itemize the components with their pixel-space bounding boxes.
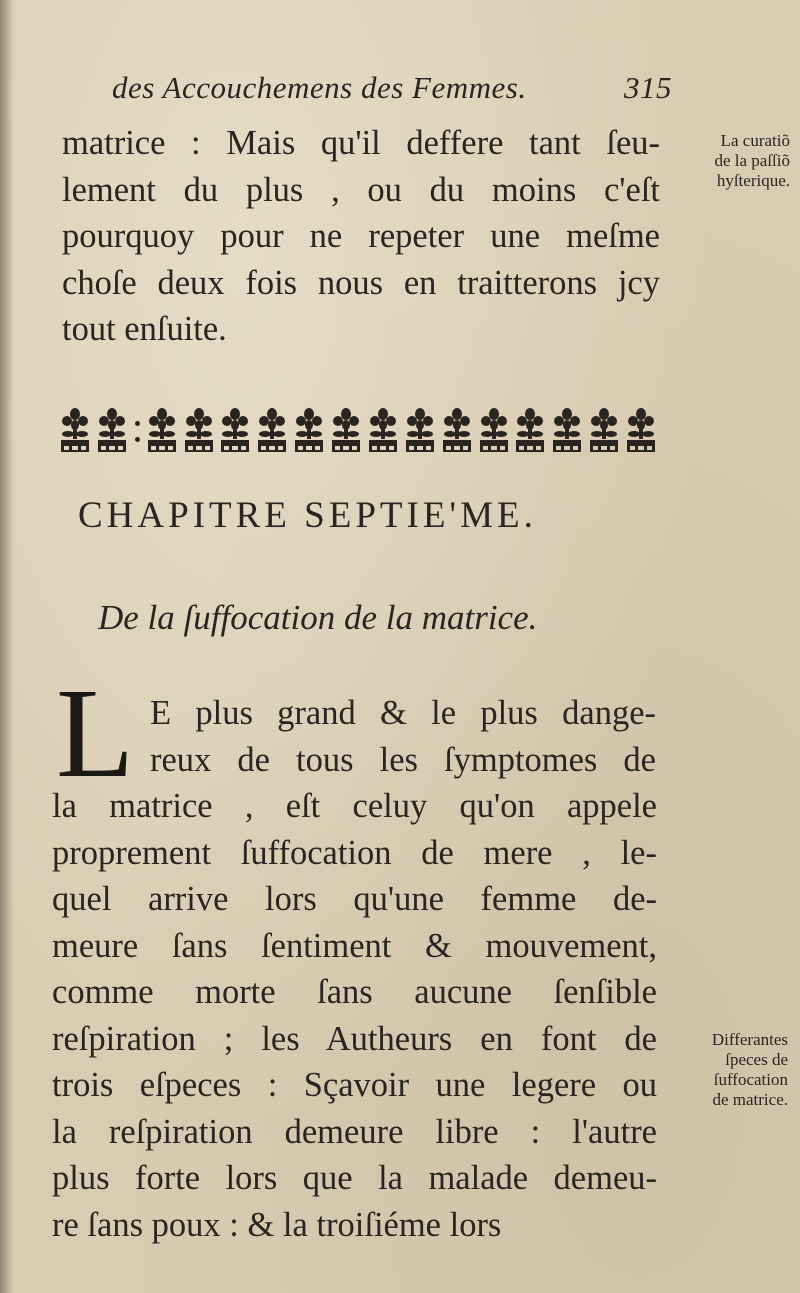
text-line: plus forte lors que la malade demeu- <box>52 1159 657 1197</box>
margin-note-line: ſpeces de <box>725 1050 788 1069</box>
margin-note-species <box>660 1030 788 1110</box>
chapter-heading: CHAPITRE SEPTIE'ME. <box>78 495 537 536</box>
fleuron-icon <box>403 407 437 455</box>
text-line: la matrice , eſt celuy qu'on appele <box>52 787 657 825</box>
text-line: quel arrive lors qu'une femme de- <box>52 880 657 918</box>
margin-note-line: ſuffocation <box>713 1070 788 1089</box>
fleuron-icon <box>366 407 400 455</box>
drop-cap: L <box>56 662 135 804</box>
fleuron-icon <box>292 407 326 455</box>
top-paragraph <box>62 120 660 353</box>
running-head <box>112 70 672 106</box>
drop-cap-lines <box>150 690 656 783</box>
text-line: proprement ſuffocation de mere , le- <box>52 833 657 872</box>
text-line: meure ſans ſentiment & mouvement, <box>52 926 657 965</box>
text-line: lement du plus , ou du moins c'eſt <box>62 170 660 209</box>
fleuron-icon <box>58 407 92 455</box>
fleuron-icon <box>624 407 658 455</box>
margin-note-line: de la paſſiõ <box>714 151 790 170</box>
margin-note-line: hyſterique. <box>716 171 790 190</box>
text-line: matrice : Mais qu'il deffere tant ſeu- <box>62 124 660 162</box>
text-line: trois eſpeces : Sçavoir une legere ou <box>52 1066 657 1104</box>
main-paragraph <box>52 783 657 1248</box>
fleuron-icon <box>182 407 216 455</box>
text-line: re ſans poux : & la troiſiéme lors <box>52 1205 502 1244</box>
fleuron-icon <box>440 407 474 455</box>
text-line: E plus grand & le plus dange- <box>150 694 656 732</box>
text-line: pourquoy pour ne repeter une meſme <box>62 217 660 255</box>
text-line: comme morte ſans aucune ſenſible <box>52 973 657 1011</box>
margin-note-line: Differantes <box>711 1030 788 1049</box>
fleuron-icon <box>477 407 511 455</box>
page-number: 315 <box>624 70 672 105</box>
fleuron-icon <box>587 407 621 455</box>
chapter-subtitle: De la ſuffocation de la matrice. <box>98 598 538 637</box>
text-line: tout enſuite. <box>62 310 227 348</box>
margin-note-curation <box>662 131 790 191</box>
text-line: reux de tous les ſymptomes de <box>150 740 656 779</box>
fleuron-icon <box>513 407 547 455</box>
fleuron-icon <box>145 407 179 455</box>
fleuron-icon <box>550 407 584 455</box>
fleuron-ornament-row <box>58 403 658 455</box>
colon-ornament-icon <box>132 407 142 455</box>
fleuron-icon <box>218 407 252 455</box>
margin-note-line: La curatiõ <box>720 131 790 150</box>
fleuron-icon <box>329 407 363 455</box>
fleuron-icon <box>255 407 289 455</box>
text-line: reſpiration ; les Autheurs en font de <box>52 1019 657 1058</box>
running-head-title: des Accouchemens des Femmes. <box>112 70 527 105</box>
margin-note-line: de matrice. <box>712 1090 788 1109</box>
text-line: choſe deux fois nous en traitterons jcy <box>62 263 660 302</box>
fleuron-icon <box>95 407 129 455</box>
text-line: la reſpiration demeure libre : l'autre <box>52 1112 657 1151</box>
